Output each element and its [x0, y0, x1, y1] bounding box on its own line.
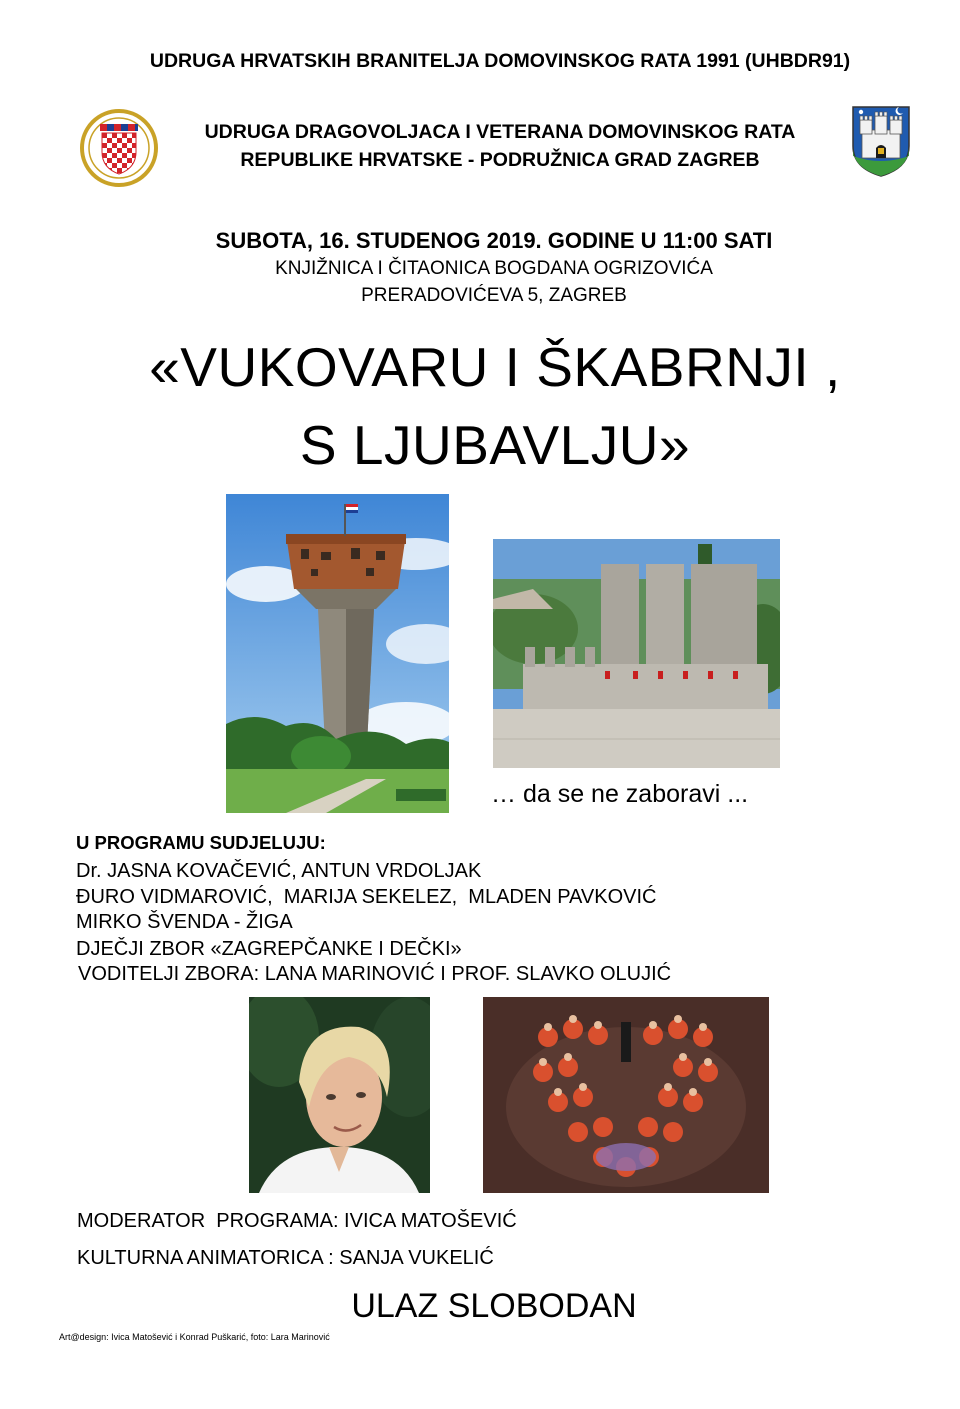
vukovar-water-tower-photo	[226, 494, 449, 813]
program-line: MIRKO ŠVENDA - ŽIGA	[76, 911, 293, 933]
childrens-choir-photo	[483, 997, 769, 1193]
event-date: SUBOTA, 16. STUDENOG 2019. GODINE U 11:00 SATI	[215, 228, 773, 253]
organization-line-1: UDRUGA DRAGOVOLJACA I VETERANA DOMOVINSKOG RATA	[204, 121, 796, 143]
skabrnja-memorial-photo	[493, 539, 780, 768]
cultural-animator: KULTURNA ANIMATORICA : SANJA VUKELIĆ	[77, 1247, 494, 1269]
performer-portrait-photo	[249, 997, 430, 1193]
program-line: VODITELJI ZBORA: LANA MARINOVIĆ I PROF. SLAVKO OLUJIĆ	[78, 963, 672, 985]
program-line: Dr. JASNA KOVAČEVIĆ, ANTUN VRDOLJAK	[76, 860, 482, 882]
event-venue: KNJIŽNICA I ČITAONICA BOGDANA OGRIZOVIĆA	[275, 258, 713, 279]
program-moderator: MODERATOR PROGRAMA: IVICA MATOŠEVIĆ	[77, 1210, 517, 1232]
zagreb-coat-of-arms-icon	[850, 104, 912, 178]
organization-title: UDRUGA HRVATSKIH BRANITELJA DOMOVINSKOG RATA 1991 (UHBDR91)	[149, 50, 851, 72]
program-line: ĐURO VIDMAROVIĆ, MARIJA SEKELEZ, MLADEN PAVKOVIĆ	[76, 886, 657, 908]
design-credits: Art@design: Ivica Matošević i Konrad Puškarić, foto: Lara Marinović	[59, 1332, 330, 1342]
event-address: PRERADOVIĆEVA 5, ZAGREB	[361, 285, 627, 306]
program-line: DJEČJI ZBOR «ZAGREPČANKE I DEČKI»	[76, 938, 462, 960]
veterans-association-emblem-icon	[80, 108, 158, 188]
organization-line-2: REPUBLIKE HRVATSKE - PODRUŽNICA GRAD ZAGREB	[240, 149, 760, 171]
organization-subtitle	[160, 118, 840, 174]
free-entry-notice: ULAZ SLOBODAN	[351, 1287, 637, 1325]
event-title-line-2: S LJUBAVLJU»	[299, 414, 691, 476]
event-title-line-1: «VUKOVARU I ŠKABRNJI ,	[149, 336, 841, 398]
photo-caption: … da se ne zaboravi ...	[491, 780, 749, 808]
program-heading: U PROGRAMU SUDJELUJU:	[76, 832, 326, 853]
